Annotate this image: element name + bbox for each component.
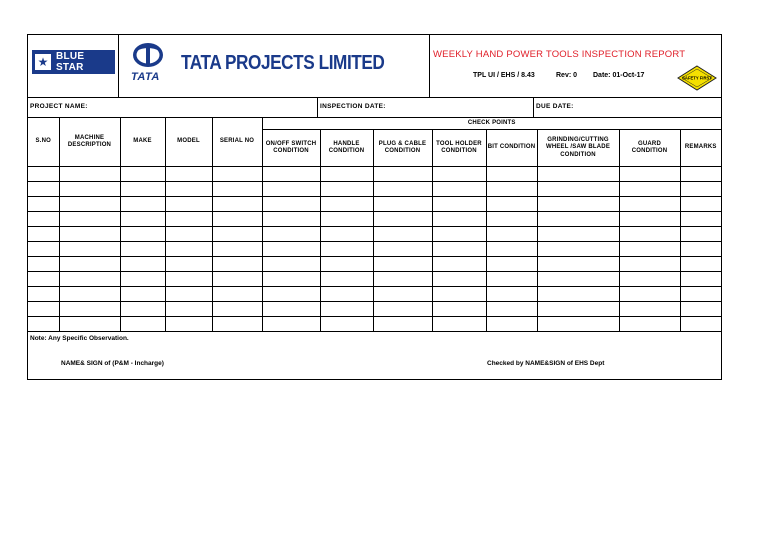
table-cell[interactable]: [165, 227, 212, 242]
table-cell[interactable]: [212, 167, 262, 182]
table-cell[interactable]: [619, 242, 680, 257]
table-cell[interactable]: [320, 167, 373, 182]
table-cell[interactable]: [619, 167, 680, 182]
table-cell[interactable]: [120, 212, 165, 227]
table-cell[interactable]: [680, 257, 721, 272]
table-cell[interactable]: [320, 287, 373, 302]
table-row: [28, 317, 721, 332]
table-cell[interactable]: [59, 242, 120, 257]
ehs-signature: Checked by NAME&SIGN of EHS Dept: [487, 360, 605, 367]
table-cell[interactable]: [486, 302, 537, 317]
table-cell[interactable]: [432, 212, 486, 227]
table-cell[interactable]: [619, 287, 680, 302]
bluestar-logo-text: BLUE STAR: [55, 51, 85, 73]
report-header: [28, 35, 721, 98]
check-points-header: CHECK POINTS: [262, 118, 721, 130]
table-cell[interactable]: [28, 197, 59, 212]
table-cell[interactable]: [28, 287, 59, 302]
report-date: Date: 01-Oct-17: [593, 72, 645, 79]
table-cell[interactable]: [486, 197, 537, 212]
table-cell[interactable]: [680, 167, 721, 182]
table-cell[interactable]: [373, 212, 432, 227]
col-tool-holder: TOOL HOLDER CONDITION: [432, 130, 486, 167]
table-cell[interactable]: [537, 182, 619, 197]
table-cell[interactable]: [373, 182, 432, 197]
table-cell[interactable]: [28, 182, 59, 197]
table-cell[interactable]: [165, 302, 212, 317]
table-cell[interactable]: [537, 257, 619, 272]
table-cell[interactable]: [619, 257, 680, 272]
table-cell[interactable]: [486, 242, 537, 257]
table-cell[interactable]: [619, 212, 680, 227]
table-cell[interactable]: [486, 167, 537, 182]
table-cell[interactable]: [537, 167, 619, 182]
table-cell[interactable]: [619, 302, 680, 317]
table-cell[interactable]: [28, 317, 59, 332]
table-cell[interactable]: [165, 257, 212, 272]
table-cell[interactable]: [486, 227, 537, 242]
table-cell[interactable]: [486, 257, 537, 272]
table-row: [28, 182, 721, 197]
col-serial-no: SERIAL NO: [212, 118, 262, 167]
table-cell[interactable]: [320, 317, 373, 332]
table-cell[interactable]: [120, 227, 165, 242]
table-cell[interactable]: [120, 302, 165, 317]
table-cell[interactable]: [165, 272, 212, 287]
table-row: [28, 212, 721, 227]
table-cell[interactable]: [373, 302, 432, 317]
table-cell[interactable]: [28, 242, 59, 257]
table-cell[interactable]: [432, 182, 486, 197]
table-cell[interactable]: [486, 212, 537, 227]
inspection-table: [28, 118, 721, 332]
col-grinding-cutting: GRINDING/CUTTING WHEEL /SAW BLADE CONDITION: [537, 130, 619, 167]
table-cell[interactable]: [537, 272, 619, 287]
table-cell[interactable]: [486, 317, 537, 332]
table-cell[interactable]: [28, 272, 59, 287]
table-cell[interactable]: [212, 212, 262, 227]
table-cell[interactable]: [432, 302, 486, 317]
table-cell[interactable]: [28, 227, 59, 242]
table-cell[interactable]: [537, 302, 619, 317]
table-cell[interactable]: [262, 227, 320, 242]
table-row: [28, 227, 721, 242]
table-cell[interactable]: [680, 227, 721, 242]
table-cell[interactable]: [212, 242, 262, 257]
pm-incharge-signature: NAME& SIGN of (P&M - Incharge): [61, 360, 164, 367]
safety-badge-text: SAFETY FIRST: [682, 75, 712, 81]
table-cell[interactable]: [212, 227, 262, 242]
table-cell[interactable]: [262, 242, 320, 257]
table-cell[interactable]: [432, 167, 486, 182]
table-cell[interactable]: [59, 167, 120, 182]
table-cell[interactable]: [320, 182, 373, 197]
table-cell[interactable]: [680, 182, 721, 197]
table-cell[interactable]: [120, 197, 165, 212]
table-cell[interactable]: [262, 197, 320, 212]
col-sno: S.NO: [28, 118, 59, 167]
table-cell[interactable]: [320, 212, 373, 227]
table-cell[interactable]: [59, 212, 120, 227]
table-cell[interactable]: [120, 242, 165, 257]
table-cell[interactable]: [432, 272, 486, 287]
table-cell[interactable]: [619, 227, 680, 242]
table-cell[interactable]: [320, 272, 373, 287]
table-cell[interactable]: [212, 302, 262, 317]
table-cell[interactable]: [262, 302, 320, 317]
table-row: [28, 272, 721, 287]
tata-logo-cell: [119, 35, 430, 97]
col-model: MODEL: [165, 118, 212, 167]
table-cell[interactable]: [680, 287, 721, 302]
company-name: TATA PROJECTS LIMITED: [181, 52, 385, 74]
table-cell[interactable]: [680, 302, 721, 317]
table-cell[interactable]: [320, 257, 373, 272]
table-cell[interactable]: [486, 287, 537, 302]
col-on-off-switch: ON/OFF SWITCH CONDITION: [262, 130, 320, 167]
table-cell[interactable]: [212, 272, 262, 287]
col-handle: HANDLE CONDITION: [320, 130, 373, 167]
table-cell[interactable]: [537, 242, 619, 257]
document-code: TPL UI / EHS / 8.43: [473, 72, 535, 79]
table-cell[interactable]: [486, 272, 537, 287]
table-cell[interactable]: [212, 197, 262, 212]
table-cell[interactable]: [262, 182, 320, 197]
table-cell[interactable]: [165, 242, 212, 257]
table-cell[interactable]: [537, 212, 619, 227]
table-cell[interactable]: [373, 287, 432, 302]
table-cell[interactable]: [320, 197, 373, 212]
table-cell[interactable]: [432, 287, 486, 302]
table-cell[interactable]: [680, 197, 721, 212]
table-cell[interactable]: [262, 317, 320, 332]
table-cell[interactable]: [262, 167, 320, 182]
tata-emblem-icon: [131, 41, 165, 71]
table-cell[interactable]: [432, 227, 486, 242]
table-cell[interactable]: [680, 212, 721, 227]
table-cell[interactable]: [432, 242, 486, 257]
table-cell[interactable]: [537, 227, 619, 242]
table-cell[interactable]: [680, 272, 721, 287]
bluestar-logo: [32, 50, 115, 74]
table-cell[interactable]: [59, 272, 120, 287]
table-cell[interactable]: [262, 212, 320, 227]
table-cell[interactable]: [619, 182, 680, 197]
col-make: MAKE: [120, 118, 165, 167]
col-bit: BIT CONDITION: [486, 130, 537, 167]
table-cell[interactable]: [28, 167, 59, 182]
bluestar-logo-cell: [28, 35, 119, 97]
table-cell[interactable]: [373, 227, 432, 242]
report-info-cell: [430, 35, 721, 97]
table-cell[interactable]: [120, 317, 165, 332]
table-cell[interactable]: [212, 317, 262, 332]
inspection-report-sheet: [27, 34, 722, 380]
table-cell[interactable]: [262, 257, 320, 272]
table-cell[interactable]: [59, 287, 120, 302]
table-cell[interactable]: [537, 197, 619, 212]
table-cell[interactable]: [28, 257, 59, 272]
table-cell[interactable]: [59, 227, 120, 242]
table-cell[interactable]: [212, 257, 262, 272]
table-cell[interactable]: [120, 272, 165, 287]
table-cell[interactable]: [320, 242, 373, 257]
table-cell[interactable]: [373, 197, 432, 212]
table-cell[interactable]: [165, 317, 212, 332]
report-title: WEEKLY HAND POWER TOOLS INSPECTION REPORT: [433, 49, 686, 60]
table-cell[interactable]: [28, 212, 59, 227]
table-row: [28, 242, 721, 257]
table-cell[interactable]: [262, 287, 320, 302]
table-cell[interactable]: [373, 257, 432, 272]
table-cell[interactable]: [59, 317, 120, 332]
col-remarks: REMARKS: [680, 130, 721, 167]
table-cell[interactable]: [165, 182, 212, 197]
revision-number: Rev: 0: [556, 72, 578, 79]
table-cell[interactable]: [432, 197, 486, 212]
table-cell[interactable]: [59, 257, 120, 272]
table-cell[interactable]: [120, 167, 165, 182]
table-cell[interactable]: [59, 182, 120, 197]
table-cell[interactable]: [373, 167, 432, 182]
table-cell[interactable]: [120, 257, 165, 272]
table-cell[interactable]: [165, 287, 212, 302]
table-cell[interactable]: [680, 242, 721, 257]
table-cell[interactable]: [165, 197, 212, 212]
table-cell[interactable]: [680, 317, 721, 332]
observation-note: Note: Any Specific Observation.: [30, 335, 129, 342]
table-cell[interactable]: [262, 272, 320, 287]
tata-wordmark: TATA: [131, 71, 160, 83]
table-cell[interactable]: [120, 182, 165, 197]
col-guard: GUARD CONDITION: [619, 130, 680, 167]
safety-first-badge: [677, 65, 717, 91]
table-row: [28, 167, 721, 182]
table-cell[interactable]: [165, 212, 212, 227]
table-cell[interactable]: [619, 197, 680, 212]
project-name-field: PROJECT NAME:: [28, 97, 318, 118]
table-cell[interactable]: [212, 182, 262, 197]
table-cell[interactable]: [120, 287, 165, 302]
table-row: [28, 302, 721, 317]
table-cell[interactable]: [373, 272, 432, 287]
table-cell[interactable]: [28, 302, 59, 317]
table-cell[interactable]: [165, 167, 212, 182]
table-cell[interactable]: [320, 227, 373, 242]
table-cell[interactable]: [59, 197, 120, 212]
inspection-date-field: INSPECTION DATE:: [318, 97, 534, 118]
table-cell[interactable]: [619, 272, 680, 287]
col-machine-description: MACHINE DESCRIPTION: [59, 118, 120, 167]
table-cell[interactable]: [320, 302, 373, 317]
table-cell[interactable]: [432, 317, 486, 332]
table-cell[interactable]: [537, 317, 619, 332]
table-cell[interactable]: [537, 287, 619, 302]
table-cell[interactable]: [432, 257, 486, 272]
table-cell[interactable]: [373, 242, 432, 257]
table-cell[interactable]: [212, 287, 262, 302]
col-plug-cable: PLUG & CABLE CONDITION: [373, 130, 432, 167]
table-cell[interactable]: [619, 317, 680, 332]
table-cell[interactable]: [59, 302, 120, 317]
table-cell[interactable]: [486, 182, 537, 197]
table-row: [28, 287, 721, 302]
table-row: [28, 197, 721, 212]
due-date-field: DUE DATE:: [534, 97, 721, 118]
table-row: [28, 257, 721, 272]
star-icon: ★: [35, 54, 51, 70]
table-cell[interactable]: [373, 317, 432, 332]
table-body: [28, 167, 721, 332]
